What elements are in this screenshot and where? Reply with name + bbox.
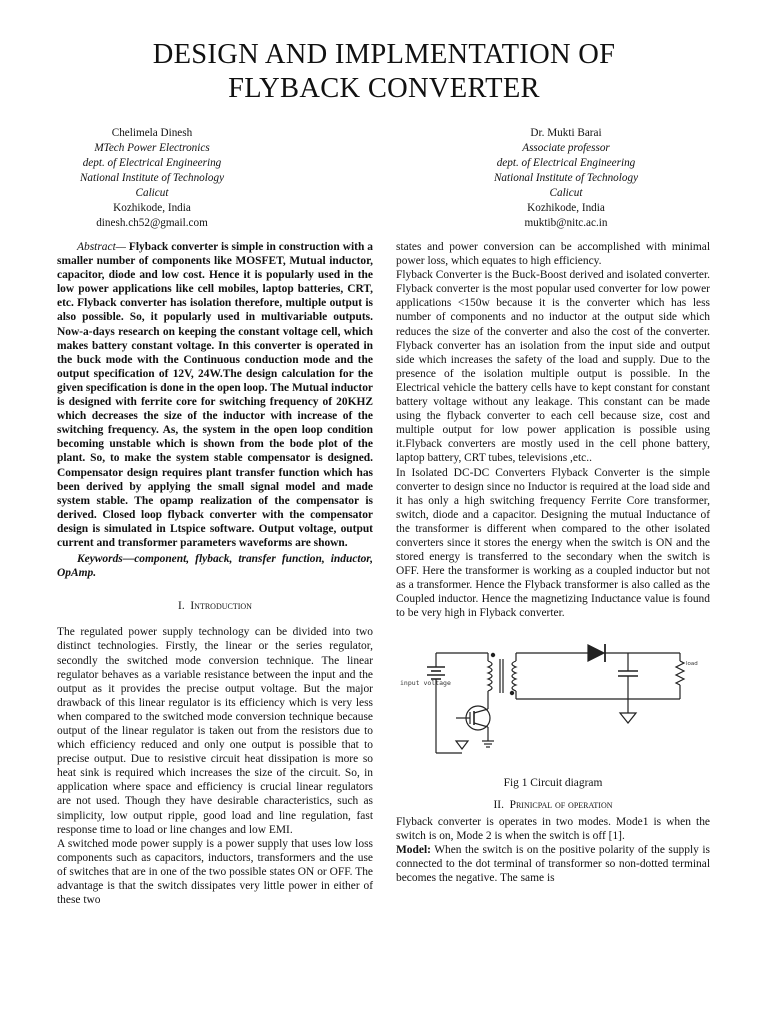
paragraph: The regulated power supply technology can be divided into two distinct technologies. Firstly, the linear or the series regulator, secondly the switched mode conversion technique. The linear regulator behaves as a variable resistance between the input and the output as it provides the precise output voltage. But the major drawback of this linear regulator is its efficiency which is very less when compared to the switched mode conversion technique because output of the linear regulator is taken out from the resistors due to which efficiency reduced and only one output is possible that to precise output. Due to resistive circuit heat dissipation is more so heat sink is required which increases the size of the circuit. So, in application where space and efficiency is crucial linear regulators are not used. Though they have desirable characteristics, such as simplicity, low output ripple, good load and line regulation, fast response time to load or line changes and low EMI. — [57, 626, 373, 836]
author-role: Associate professor — [522, 142, 610, 154]
title-block — [0, 38, 768, 106]
author-institute: National Institute of Technology — [79, 172, 225, 184]
secondary-winding — [512, 661, 516, 691]
author-1 — [27, 126, 277, 231]
paragraph: Flyback Converter is the Buck-Boost derived and isolated converter. Flyback converter is the most popular used converter for low power applications <150w because it is the converter which has less number of components and no inductor at the output side which reduces the size of the converter and also the cost of the converter. Flyback converter has an isolation from the input side and output side which increases the safety of the load and supply. Due to the presence of the isolation multiple output is possible. In the Electrical vehicle the battery cells have to kept constant for constant battery voltage without any leakage. This constant can be made using the flyback converter to each cell because size, cost and multiple output for low power application is possible using it.Flyback converters are mostly used in the cell phone battery, laptop battery, CRT tubes, televisions ,etc.. — [396, 269, 710, 465]
dot-marker — [510, 691, 513, 694]
left-column — [57, 240, 373, 907]
keywords: Keywords—component, flyback, transfer function, inductor, OpAmp. — [57, 553, 373, 580]
mode1-text: When the switch is on the positive polarity of the supply is connected to the dot terminal of transformer so non-dotted terminal becomes the negative. The same is — [396, 843, 710, 885]
paragraph: Flyback converter is operates in two modes. Mode1 is when the switch is on, Mode 2 is when the switch is off [1]. — [396, 815, 710, 842]
wire — [474, 709, 488, 713]
author-city: Calicut — [549, 187, 583, 199]
abstract — [57, 240, 373, 550]
author-2 — [441, 126, 691, 231]
wire — [474, 723, 488, 727]
paragraph: states and power conversion can be accomplished with minimal power loss, which equates to high efficiency. — [396, 241, 710, 268]
author-institute: National Institute of Technology — [493, 172, 639, 184]
section-number: I. — [178, 600, 185, 613]
section-title: Prinicpal of operation — [509, 798, 613, 811]
load-label: load — [686, 660, 698, 667]
author-city: Calicut — [135, 187, 169, 199]
right-column — [396, 240, 710, 885]
author-name: Dr. Mukti Barai — [530, 127, 602, 139]
section-title: Introduction — [190, 600, 252, 613]
section-number: II. — [493, 798, 504, 811]
dot-marker — [491, 653, 494, 656]
author-name: Chelimela Dinesh — [111, 127, 193, 139]
section-2-heading — [396, 798, 710, 812]
paragraph: In Isolated DC-DC Converters Flyback Converter is the simple converter to design since no Inductor is required at the load side and it has only a high switching frequency Ferrite Core transformer, switch, diode and a capacitor. Designing the mutual Inductance of the transformer is different when compared to the other isolated converters since it stores the energy when the switch is ON and the stored energy is transferred to the secondary when the switch is OFF. Here the transformer is working as a coupled inductor but not as a transformer. Hence the Flyback transformer is also called as the Coupled inductor. Hence the magnetizing Inductance value is found to be very high in Flyback converter. — [396, 466, 710, 620]
paragraph-mode1 — [396, 843, 710, 885]
ground-icon — [620, 713, 636, 723]
figure-caption: Fig 1 Circuit diagram — [503, 776, 603, 789]
section-1-heading — [57, 599, 373, 613]
author-role: MTech Power Electronics — [94, 142, 210, 154]
abstract-lead: Abstract— — [77, 241, 126, 253]
ground-icon — [456, 741, 468, 749]
author-location: Kozhikode, India — [527, 202, 605, 214]
mode1-label: Model: — [396, 843, 431, 856]
circuit-diagram-figure — [396, 635, 710, 775]
title-line-2: FLYBACK CONVERTER — [228, 73, 540, 104]
title-line-1: DESIGN AND IMPLMENTATION OF — [152, 39, 616, 70]
input-voltage-label: input voltage — [400, 678, 451, 687]
paragraph: A switched mode power supply is a power supply that uses low loss components such as capacitors, inductors, transformers and the use of switches that are in one of the two possible states ON or OFF. The advantage is that the switch dissipates very little power in either of these two — [57, 837, 373, 907]
circuit-diagram — [396, 635, 710, 775]
author-dept: dept. of Electrical Engineering — [82, 157, 222, 169]
author-email: dinesh.ch52@gmail.com — [96, 217, 208, 229]
diode-icon — [588, 645, 604, 661]
load-resistor-icon — [676, 661, 684, 685]
author-dept: dept. of Electrical Engineering — [496, 157, 636, 169]
primary-winding — [488, 661, 492, 691]
abstract-text: Flyback converter is simple in construction with a smaller number of components like MOSFET, Mutual inductor, capacitor, diode and low cost. Hence it is popularly used in the low power applications like cell mobiles, laptop batteries, CRT, etc. Flyback converter has isolation therefore, multiple output is also possible. So, it popularly used in multivariable outputs. Now-a-days research on keeping the constant voltage cell, which makes battery constant voltage. In this converter is operated in the buck mode with the Continuous conduction mode and the output specification of 12V, 24W.The design calculation for the given specification is done in the open loop. The Mutual inductor is designed with ferrite core for switching frequency of 20KHZ which decreases the size of the inductor with increase of the switching frequency. As, the system in the open loop condition becoming unstable which is shown from the bode plot of the plant. So, to make the system stable compensator is designed. Compensator design requires plant transfer function which has been derived by applying the small signal model and made system stable. The opamp realization of the compensator is derived. Closed loop flyback converter with the compensator design is simulated in Ltspice software. Output voltage, output current and transformer parameters waveforms are shown. — [57, 241, 373, 549]
author-location: Kozhikode, India — [113, 202, 191, 214]
author-email: muktib@nitc.ac.in — [524, 217, 608, 229]
